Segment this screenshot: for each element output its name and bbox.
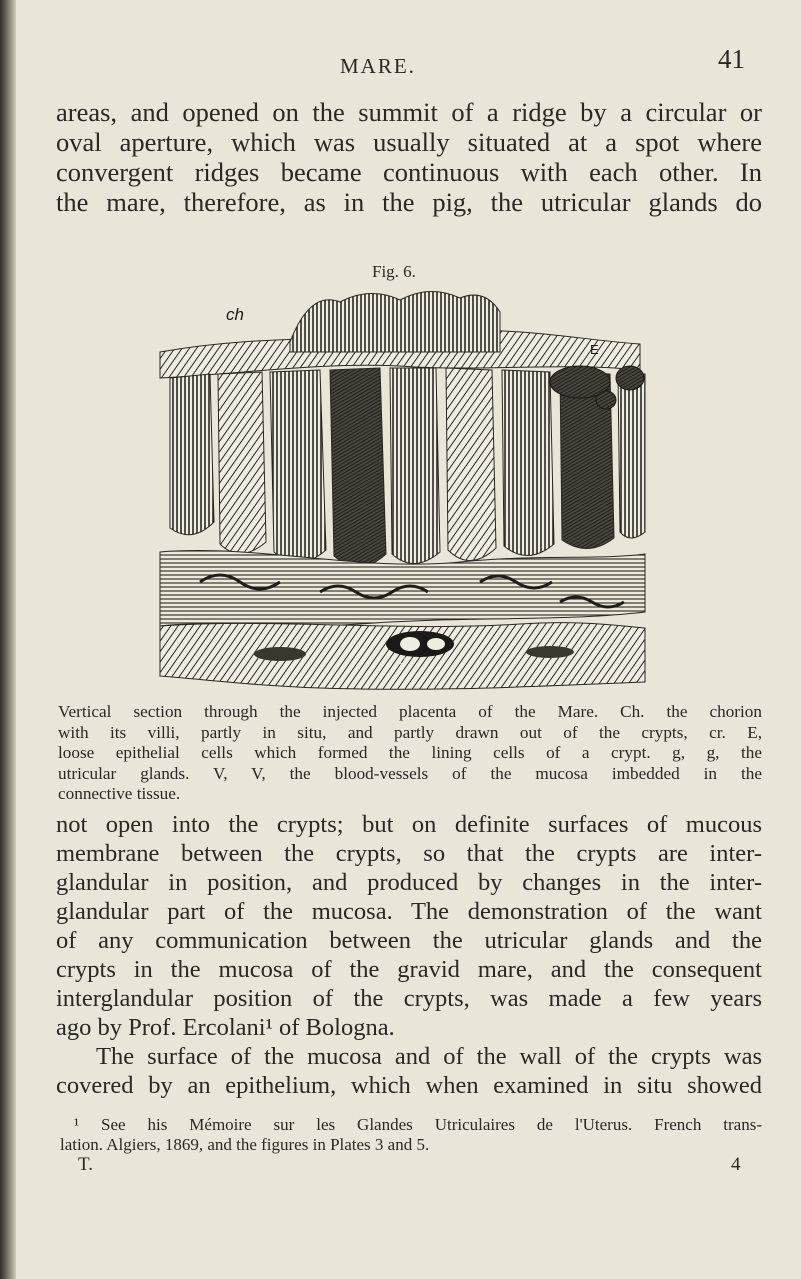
- text-line: ago by Prof. Ercolani¹ of Bologna.: [56, 1014, 395, 1041]
- running-header-title: MARE.: [340, 54, 416, 78]
- placenta-section-figure: [140, 282, 660, 700]
- text-line: membrane between the crypts, so that the crypts are inter-: [56, 840, 762, 867]
- label-v: V: [398, 655, 407, 669]
- text-line: the mare, therefore, as in the pig, the utricular glands do: [56, 187, 762, 217]
- text-line: areas, and opened on the summit of a ridge by a circular or: [56, 97, 762, 127]
- villi-top-tuft: [290, 291, 500, 352]
- text-line: oval aperture, which was usually situated at a spot where: [56, 127, 762, 157]
- footnote-line: lation. Algiers, 1869, and the figures in Plates 3 and 5.: [60, 1135, 430, 1154]
- label-e: E: [590, 342, 599, 357]
- caption-line: Vertical section through the injected placenta of the Mare. Ch. the chorion: [58, 702, 762, 721]
- paragraph-top: [56, 97, 762, 217]
- placenta-engraving: [140, 282, 660, 700]
- text-line: crypts in the mucosa of the gravid mare, and the consequent: [56, 956, 762, 983]
- printer-signature-number: 4: [731, 1154, 741, 1175]
- printer-signature-letter: T.: [78, 1154, 93, 1175]
- text-line: covered by an epithelium, which when examined in situ showed: [56, 1072, 762, 1099]
- text-line: The surface of the mucosa and of the wall of the crypts was: [96, 1043, 762, 1070]
- caption-line: with its villi, partly in situ, and partly drawn out of the crypts, cr. E,: [58, 722, 762, 742]
- text-line: interglandular position of the crypts, was made a few years: [56, 985, 762, 1012]
- caption-line: loose epithelial cells which formed the lining cells of a crypt. g, g, the: [58, 743, 762, 762]
- text-line: of any communication between the utricular glands and the: [56, 927, 762, 954]
- book-spine-shadow: [0, 0, 16, 1279]
- figure-label: Fig. 6.: [372, 262, 416, 281]
- footnote: [60, 1115, 762, 1155]
- page-number: 41: [718, 44, 745, 74]
- caption-line: connective tissue.: [58, 784, 181, 803]
- footnote-line: ¹ See his Mémoire sur les Glandes Utriculaires de l'Uterus. French trans-: [74, 1115, 762, 1134]
- text-line: glandular in position, and produced by changes in the inter-: [56, 869, 762, 896]
- text-line: glandular part of the mucosa. The demonstration of the want: [56, 898, 762, 925]
- label-ch: ch: [226, 305, 244, 324]
- text-line: not open into the crypts; but on definite surfaces of mucous: [56, 811, 762, 838]
- figure-caption: [58, 702, 762, 805]
- caption-line: utricular glands. V, V, the blood-vessels of the mucosa imbedded in the: [58, 763, 762, 783]
- paragraph-main: [56, 810, 762, 1100]
- text-line: convergent ridges became continuous with each other. In: [56, 157, 762, 187]
